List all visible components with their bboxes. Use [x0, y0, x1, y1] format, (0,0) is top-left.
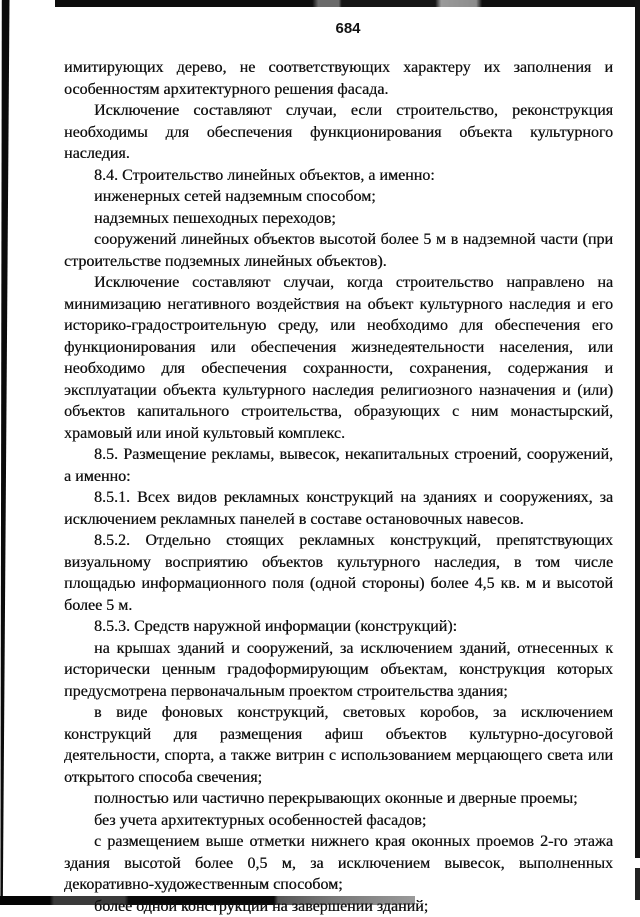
paragraph: с размещением выше отметки нижнего края оконных проемов 2-го этажа здания высотой более 0,5 м, за исключением вывесок, выполненных декоративно-художественным способом;	[64, 831, 613, 896]
paragraph: Исключение составляют случаи, если строительство, реконструкция необходимы для обеспечения функционирования объекта культурного наследия.	[64, 100, 613, 165]
paragraph: 8.4. Строительство линейных объектов, а именно:	[64, 165, 613, 187]
paragraph: Исключение составляют случаи, когда строительство направлено на минимизацию негативного воздействия на объект культурного наследия и его историко-градостроительную среду, или необходимо для обеспечения его функционирования или обеспечения жизнедеятельности населения, или необходимо для обеспечения сохранности, сохранения, содержания и эксплуатации объекта культурного наследия религиозного назначения и (или) объектов капитального строительства, образующих с ним монастырский, храмовый или иной культовый комплекс.	[64, 272, 613, 444]
page-number: 684	[64, 20, 632, 37]
paragraph: 8.5. Размещение рекламы, вывесок, некапитальных строений, сооружений, а именно:	[64, 444, 613, 487]
document-text-column	[64, 57, 613, 917]
scan-artifact-top-edge	[55, 0, 640, 7]
paragraph: более одной конструкции на завершении зданий;	[64, 896, 613, 917]
paragraph: надземных пешеходных переходов;	[64, 208, 613, 230]
paragraph: 8.5.3. Средств наружной информации (конструкций):	[64, 616, 613, 638]
paragraph: на крышах зданий и сооружений, за исключением зданий, отнесенных к исторически ценным градоформирующим объектам, конструкция которых предусмотрена первоначальным проектом строительства здания;	[64, 638, 613, 703]
paragraph: 8.5.2. Отдельно стоящих рекламных конструкций, препятствующих визуальному восприятию объектов культурного наследия, в том числе площадью информационного поля (одной стороны) более 4,5 кв. м и высотой более 5 м.	[64, 530, 613, 616]
paragraph: полностью или частично перекрывающих оконные и дверные проемы;	[64, 788, 613, 810]
scan-artifact-right-edge-lower	[635, 868, 640, 900]
paragraph: сооружений линейных объектов высотой более 5 м в надземной части (при строительстве подземных линейных объектов).	[64, 229, 613, 272]
paragraph: в виде фоновых конструкций, световых коробов, за исключением конструкций для размещения афиш объектов культурно-досуговой деятельности, спорта, а также витрин с использованием мерцающего света или открытого способа свечения;	[64, 702, 613, 788]
paragraph: без учета архитектурных особенностей фасадов;	[64, 810, 613, 832]
scan-artifact-right-edge	[635, 0, 640, 858]
paragraph: имитирующих дерево, не соответствующих характеру их заполнения и особенностям архитектурного решения фасада.	[64, 57, 613, 100]
paragraph: 8.5.1. Всех видов рекламных конструкций на зданиях и сооружениях, за исключением рекламных панелей в составе остановочных навесов.	[64, 487, 613, 530]
scan-artifact-left-edge	[0, 0, 10, 905]
paragraph: инженерных сетей надземным способом;	[64, 186, 613, 208]
